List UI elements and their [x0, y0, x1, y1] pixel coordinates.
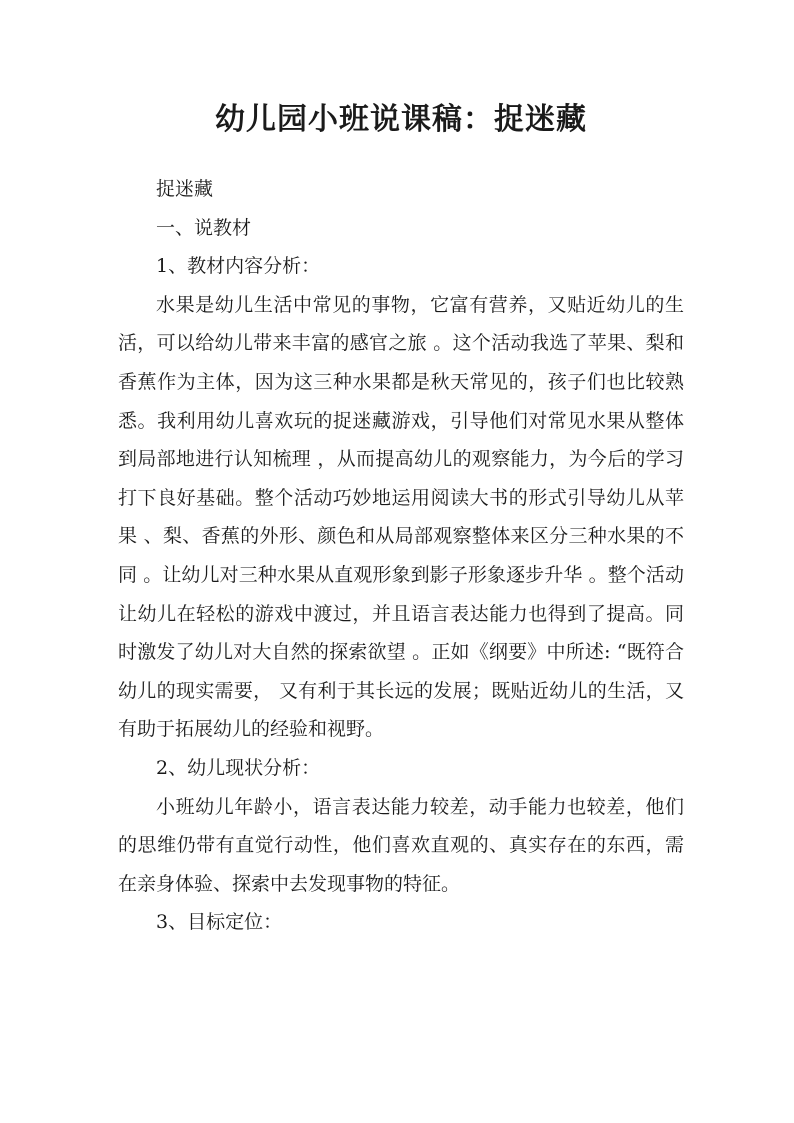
document-body — [118, 170, 684, 942]
paragraph-child-status: 小班幼儿年龄小，语言表达能力较差，动手能力也较差，他们的思维仍带有直觉行动性，他们喜欢直观的、真实存在的东西，需在亲身体验、探索中去发现事物的特征。 — [118, 795, 684, 895]
subtitle-text: 捉迷藏 — [156, 178, 214, 200]
document-title: 幼儿园小班说课稿：捉迷藏 — [215, 102, 587, 137]
subsection-heading-content-analysis: 1、教材内容分析： — [156, 255, 321, 278]
paragraph-content-analysis: 水果是幼儿生活中常见的事物，它富有营养，又贴近幼儿的生活，可以给幼儿带来丰富的感官之旅 。这个活动我选了苹果、梨和香蕉作为主体，因为这三种水果都是秋天常见的，孩子们也比较熟悉。我利用幼儿喜欢玩的捉迷藏游戏，引导他们对常见水果从整体到局部地进行认知梳理 ，从而提高幼儿的观察能力，为今后的学习打下良好基础。整个活动巧妙地运用阅读大书的形式引导幼儿从苹果 、梨、香蕉的外形、颜色和从局部观察整体来区分三种水果的不同 。让幼儿对三种水果从直观形象到影子形象逐步升华 。整个活动让幼儿在轻松的游戏中渡过，并且语言表达能力也得到了提高。同时激发了幼儿对大自然的探索欲望 。正如《纲要》中所述: “既符合幼儿的现实需要， 又有利于其长远的发展；既贴近幼儿的生活，又有助于拓展幼儿的经验和视野。 — [118, 293, 684, 741]
section-heading-textbook: 一、说教材 — [156, 216, 252, 239]
subsection-heading-goal-positioning: 3、目标定位： — [156, 911, 283, 934]
subsection-heading-child-status: 2、幼儿现状分析： — [156, 756, 321, 779]
